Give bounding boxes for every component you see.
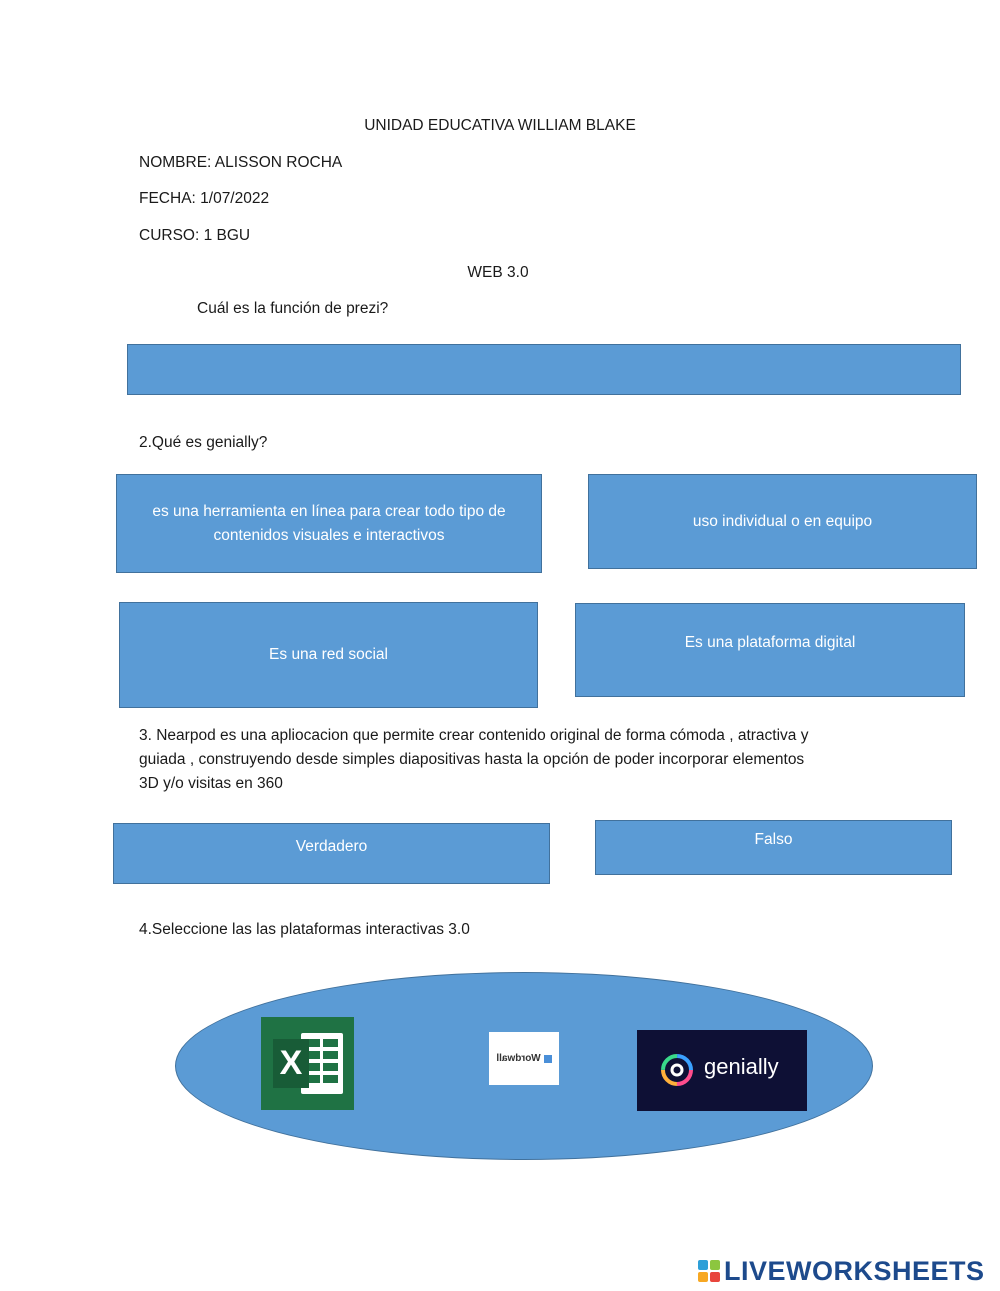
- school-title: UNIDAD EDUCATIVA WILLIAM BLAKE: [364, 117, 636, 134]
- wordwall-logo-text: Wordwall: [496, 1053, 541, 1064]
- date-line: FECHA: 1/07/2022: [139, 190, 270, 207]
- course-line: CURSO: 1 BGU: [139, 227, 251, 244]
- q2-option-4[interactable]: Es una plataforma digital: [575, 603, 965, 697]
- genially-logo-icon[interactable]: [637, 1030, 807, 1111]
- excel-logo-icon[interactable]: [261, 1017, 354, 1110]
- q2-option-2[interactable]: uso individual o en equipo: [588, 474, 977, 569]
- q3-statement-line-1: 3. Nearpod es una apliocacion que permite crear contenido original de forma cómoda , atractiva y: [139, 727, 809, 744]
- false-button[interactable]: Falso: [595, 820, 952, 875]
- q3-statement-line-3: 3D y/o visitas en 360: [139, 775, 283, 792]
- wordwall-logo-icon[interactable]: [489, 1032, 559, 1085]
- liveworksheets-wordmark: LIVEWORKSHEETS: [724, 1255, 985, 1286]
- excel-logo-letter: X: [279, 1044, 303, 1082]
- q2-option-3[interactable]: Es una red social: [119, 602, 538, 708]
- genially-logo-text: genially: [704, 1054, 779, 1079]
- liveworksheets-badge-icon: [698, 1260, 720, 1282]
- question-1: Cuál es la función de prezi?: [197, 300, 389, 317]
- q3-statement-line-2: guiada , construyendo desde simples diapositivas hasta la opción de poder incorporar elementos: [139, 751, 805, 768]
- true-button[interactable]: Verdadero: [113, 823, 550, 884]
- liveworksheets-brand: [698, 1255, 985, 1287]
- topic-title: WEB 3.0: [467, 264, 529, 281]
- question-2: 2.Qué es genially?: [139, 434, 268, 451]
- answer-input-1[interactable]: [127, 344, 961, 395]
- q2-option-1[interactable]: es una herramienta en línea para crear todo tipo de contenidos visuales e interactivos: [116, 474, 542, 573]
- question-4: 4.Seleccione las las plataformas interactivas 3.0: [139, 921, 470, 938]
- student-name: NOMBRE: ALISSON ROCHA: [139, 154, 343, 171]
